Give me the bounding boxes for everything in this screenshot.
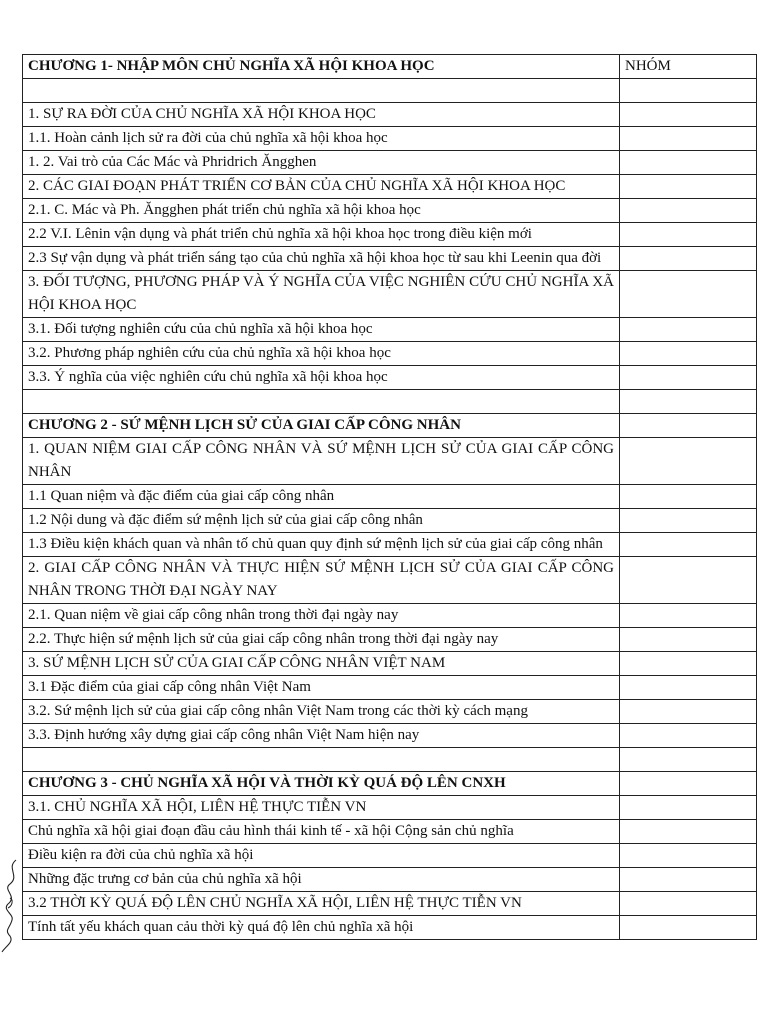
- table-row: [23, 652, 757, 676]
- group-cell: [620, 175, 757, 199]
- topic-cell: 2. GIAI CẤP CÔNG NHÂN VÀ THỰC HIỆN SỨ MỆNH LỊCH SỬ CỦA GIAI CẤP CÔNG NHÂN TRONG THỜI ĐẠI NGÀY NAY: [23, 557, 620, 604]
- topic-cell: 3.2. Sứ mệnh lịch sử của giai cấp công nhân Việt Nam trong các thời kỳ cách mạng: [23, 700, 620, 724]
- table-row: [23, 55, 757, 79]
- topic-cell: 1.1 Quan niệm và đặc điểm của giai cấp công nhân: [23, 485, 620, 509]
- topic-cell: 1. 2. Vai trò của Các Mác và Phridrich Ăngghen: [23, 151, 620, 175]
- table-row: [23, 868, 757, 892]
- group-cell: [620, 820, 757, 844]
- group-cell: [620, 103, 757, 127]
- topic-cell: 2.2. Thực hiện sứ mệnh lịch sử của giai cấp công nhân trong thời đại ngày nay: [23, 628, 620, 652]
- group-cell: [620, 916, 757, 940]
- topic-cell: 2.2 V.I. Lênin vận dụng và phát triển chủ nghĩa xã hội khoa học trong điều kiện mới: [23, 223, 620, 247]
- topic-cell: Những đặc trưng cơ bản của chủ nghĩa xã hội: [23, 868, 620, 892]
- table-row: [23, 366, 757, 390]
- topic-cell: 3. SỨ MỆNH LỊCH SỬ CỦA GIAI CẤP CÔNG NHÂN VIỆT NAM: [23, 652, 620, 676]
- topic-cell: Điều kiện ra đời của chủ nghĩa xã hội: [23, 844, 620, 868]
- table-row: [23, 509, 757, 533]
- group-cell: [620, 318, 757, 342]
- chapter-heading: CHƯƠNG 1- NHẬP MÔN CHỦ NGHĨA XÃ HỘI KHOA HỌC: [23, 55, 620, 79]
- group-cell: [620, 390, 757, 414]
- chapter-heading: CHƯƠNG 2 - SỨ MỆNH LỊCH SỬ CỦA GIAI CẤP CÔNG NHÂN: [23, 414, 620, 438]
- group-cell: [620, 748, 757, 772]
- topic-cell: 1.2 Nội dung và đặc điểm sứ mệnh lịch sử của giai cấp công nhân: [23, 509, 620, 533]
- group-cell: [620, 79, 757, 103]
- topic-cell: 3.1 Đặc điểm của giai cấp công nhân Việt Nam: [23, 676, 620, 700]
- group-cell: [620, 247, 757, 271]
- table-row: [23, 557, 757, 604]
- topic-cell: 2. CÁC GIAI ĐOẠN PHÁT TRIỂN CƠ BẢN CỦA CHỦ NGHĨA XÃ HỘI KHOA HỌC: [23, 175, 620, 199]
- table-row: [23, 748, 757, 772]
- table-row: [23, 151, 757, 175]
- group-cell: [620, 676, 757, 700]
- table-row: [23, 844, 757, 868]
- group-cell: [620, 438, 757, 485]
- topic-cell: Chủ nghĩa xã hội giai đoạn đầu cảu hình thái kinh tế - xã hội Cộng sản chủ nghĩa: [23, 820, 620, 844]
- group-cell: [620, 652, 757, 676]
- group-cell: [620, 223, 757, 247]
- topic-cell: 3. ĐỐI TƯỢNG, PHƯƠNG PHÁP VÀ Ý NGHĨA CỦA VIỆC NGHIÊN CỨU CHỦ NGHĨA XÃ HỘI KHOA HỌC: [23, 271, 620, 318]
- topic-cell: 3.1. Đối tượng nghiên cứu của chủ nghĩa xã hội khoa học: [23, 318, 620, 342]
- table-row: [23, 916, 757, 940]
- table-row: [23, 390, 757, 414]
- group-cell: [620, 604, 757, 628]
- topic-cell: 3.1. CHỦ NGHĨA XÃ HỘI, LIÊN HỆ THỰC TIỄN VN: [23, 796, 620, 820]
- group-cell: [620, 557, 757, 604]
- table-row: [23, 127, 757, 151]
- group-cell: [620, 366, 757, 390]
- table-row: [23, 342, 757, 366]
- table-row: [23, 199, 757, 223]
- group-column-header: NHÓM: [620, 55, 757, 79]
- table-row: [23, 103, 757, 127]
- table-row: [23, 676, 757, 700]
- outline-table: [22, 54, 757, 940]
- empty-cell: [23, 79, 620, 103]
- handwritten-mark: [0, 858, 26, 954]
- topic-cell: 1. SỰ RA ĐỜI CỦA CHỦ NGHĨA XÃ HỘI KHOA HỌC: [23, 103, 620, 127]
- group-cell: [620, 127, 757, 151]
- table-row: [23, 79, 757, 103]
- group-cell: [620, 509, 757, 533]
- table-row: [23, 414, 757, 438]
- table-row: [23, 724, 757, 748]
- group-cell: [620, 700, 757, 724]
- group-cell: [620, 868, 757, 892]
- topic-cell: 1. QUAN NIỆM GIAI CẤP CÔNG NHÂN VÀ SỨ MỆNH LỊCH SỬ CỦA GIAI CẤP CÔNG NHÂN: [23, 438, 620, 485]
- topic-cell: 3.2 THỜI KỲ QUÁ ĐỘ LÊN CHỦ NGHĨA XÃ HỘI, LIÊN HỆ THỰC TIỄN VN: [23, 892, 620, 916]
- table-row: [23, 628, 757, 652]
- topic-cell: 1.3 Điều kiện khách quan và nhân tố chủ quan quy định sứ mệnh lịch sử của giai cấp công nhân: [23, 533, 620, 557]
- outline-table-body: [23, 55, 757, 940]
- table-row: [23, 533, 757, 557]
- group-cell: [620, 151, 757, 175]
- topic-cell: Tính tất yếu khách quan cảu thời kỳ quá độ lên chủ nghĩa xã hội: [23, 916, 620, 940]
- group-cell: [620, 724, 757, 748]
- table-row: [23, 700, 757, 724]
- topic-cell: 1.1. Hoàn cảnh lịch sử ra đời của chủ nghĩa xã hội khoa học: [23, 127, 620, 151]
- group-cell: [620, 796, 757, 820]
- table-row: [23, 247, 757, 271]
- group-cell: [620, 271, 757, 318]
- table-row: [23, 175, 757, 199]
- group-cell: [620, 892, 757, 916]
- group-cell: [620, 844, 757, 868]
- group-cell: [620, 628, 757, 652]
- table-row: [23, 796, 757, 820]
- table-row: [23, 438, 757, 485]
- table-row: [23, 772, 757, 796]
- table-row: [23, 318, 757, 342]
- table-row: [23, 892, 757, 916]
- empty-cell: [23, 390, 620, 414]
- table-row: [23, 820, 757, 844]
- topic-cell: 2.3 Sự vận dụng và phát triển sáng tạo của chủ nghĩa xã hội khoa học từ sau khi Leenin qua đời: [23, 247, 620, 271]
- table-row: [23, 485, 757, 509]
- table-row: [23, 604, 757, 628]
- group-cell: [620, 342, 757, 366]
- group-cell: [620, 772, 757, 796]
- group-cell: [620, 533, 757, 557]
- group-cell: [620, 485, 757, 509]
- topic-cell: 3.3. Ý nghĩa của việc nghiên cứu chủ nghĩa xã hội khoa học: [23, 366, 620, 390]
- group-cell: [620, 199, 757, 223]
- topic-cell: 3.3. Định hướng xây dựng giai cấp công nhân Việt Nam hiện nay: [23, 724, 620, 748]
- group-cell: [620, 414, 757, 438]
- chapter-heading: CHƯƠNG 3 - CHỦ NGHĨA XÃ HỘI VÀ THỜI KỲ QUÁ ĐỘ LÊN CNXH: [23, 772, 620, 796]
- table-row: [23, 271, 757, 318]
- topic-cell: 2.1. Quan niệm về giai cấp công nhân trong thời đại ngày nay: [23, 604, 620, 628]
- empty-cell: [23, 748, 620, 772]
- table-row: [23, 223, 757, 247]
- topic-cell: 3.2. Phương pháp nghiên cứu của chủ nghĩa xã hội khoa học: [23, 342, 620, 366]
- topic-cell: 2.1. C. Mác và Ph. Ăngghen phát triển chủ nghĩa xã hội khoa học: [23, 199, 620, 223]
